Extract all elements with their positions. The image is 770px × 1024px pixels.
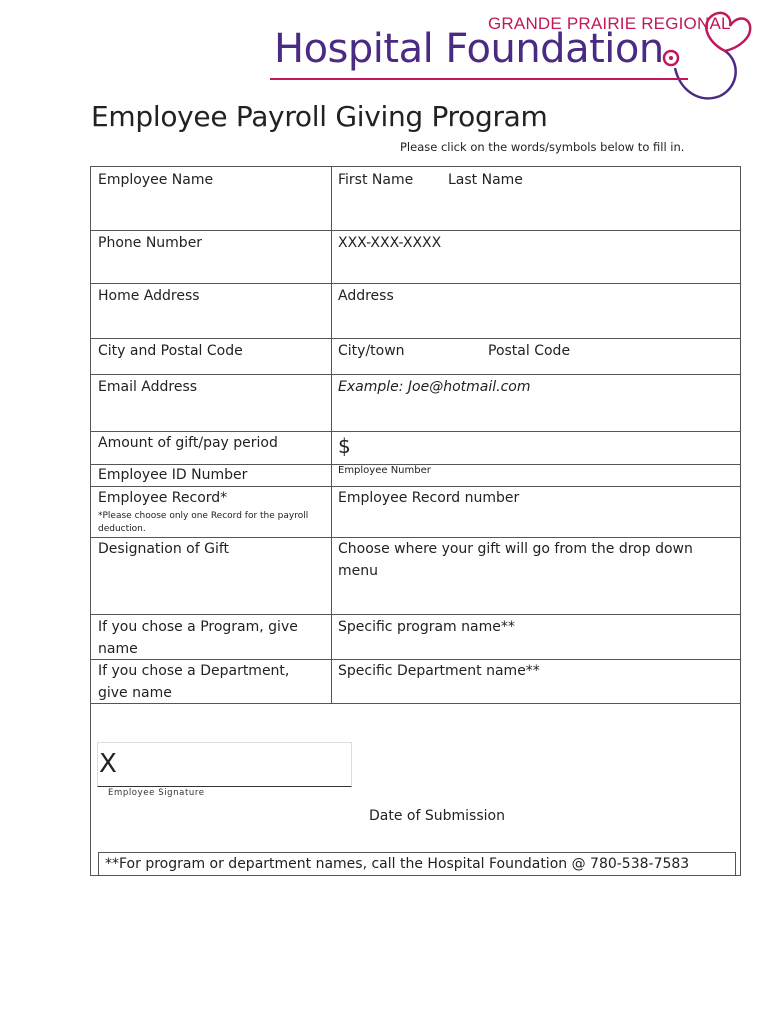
row-divider (91, 614, 740, 615)
program-label: If you chose a Program, give name (98, 619, 298, 657)
amount-label: Amount of gift/pay period (98, 435, 278, 451)
signature-field[interactable] (97, 742, 352, 787)
logo-underline (270, 78, 688, 80)
row-divider (91, 374, 740, 375)
employee-record-field[interactable]: Employee Record number (338, 490, 520, 506)
designation-dropdown[interactable]: Choose where your gift will go from the drop down menu (338, 541, 693, 579)
row-divider (91, 230, 740, 231)
amount-field[interactable]: $ (338, 434, 351, 458)
designation-label: Designation of Gift (98, 541, 230, 557)
last-name-field[interactable]: Last Name (448, 172, 523, 188)
city-field[interactable]: City/town (338, 343, 405, 359)
employee-number-field[interactable]: Employee Number (338, 465, 431, 476)
employee-record-note: *Please choose only one Record for the payroll deduction. (98, 511, 309, 534)
row-divider (91, 338, 740, 339)
footer-note: **For program or department names, call the Hospital Foundation @ 780-538-7583 (98, 852, 736, 876)
row-divider (91, 283, 740, 284)
address-field[interactable]: Address (338, 288, 394, 304)
first-name-field[interactable]: First Name (338, 172, 414, 188)
logo-title: Hospital Foundation (274, 26, 664, 72)
employee-record-label: Employee Record* (98, 490, 228, 506)
signature-label: Employee Signature (108, 788, 205, 798)
logo-subtitle: GRANDE PRAIRIE REGIONAL (488, 14, 731, 33)
postal-code-field[interactable]: Postal Code (488, 343, 571, 359)
email-field[interactable]: Example: Joe@hotmail.com (338, 379, 531, 395)
city-postal-label: City and Postal Code (98, 343, 243, 359)
employee-id-label: Employee ID Number (98, 467, 248, 483)
employee-name-label: Employee Name (98, 172, 214, 188)
department-name-field[interactable]: Specific Department name** (338, 663, 540, 679)
instructions-text: Please click on the words/symbols below to fill in. (400, 140, 685, 154)
email-label: Email Address (98, 379, 198, 395)
program-name-field[interactable]: Specific program name** (338, 619, 515, 635)
payroll-form (90, 166, 741, 876)
signature-mark: X (99, 749, 117, 779)
home-address-label: Home Address (98, 288, 200, 304)
department-label: If you chose a Department, give name (98, 663, 290, 701)
column-divider (331, 167, 332, 703)
foundation-logo (270, 6, 760, 106)
page-title: Employee Payroll Giving Program (91, 100, 548, 133)
phone-field[interactable]: XXX-XXX-XXXX (338, 235, 442, 251)
date-of-submission-field[interactable]: Date of Submission (369, 808, 505, 824)
phone-label: Phone Number (98, 235, 203, 251)
